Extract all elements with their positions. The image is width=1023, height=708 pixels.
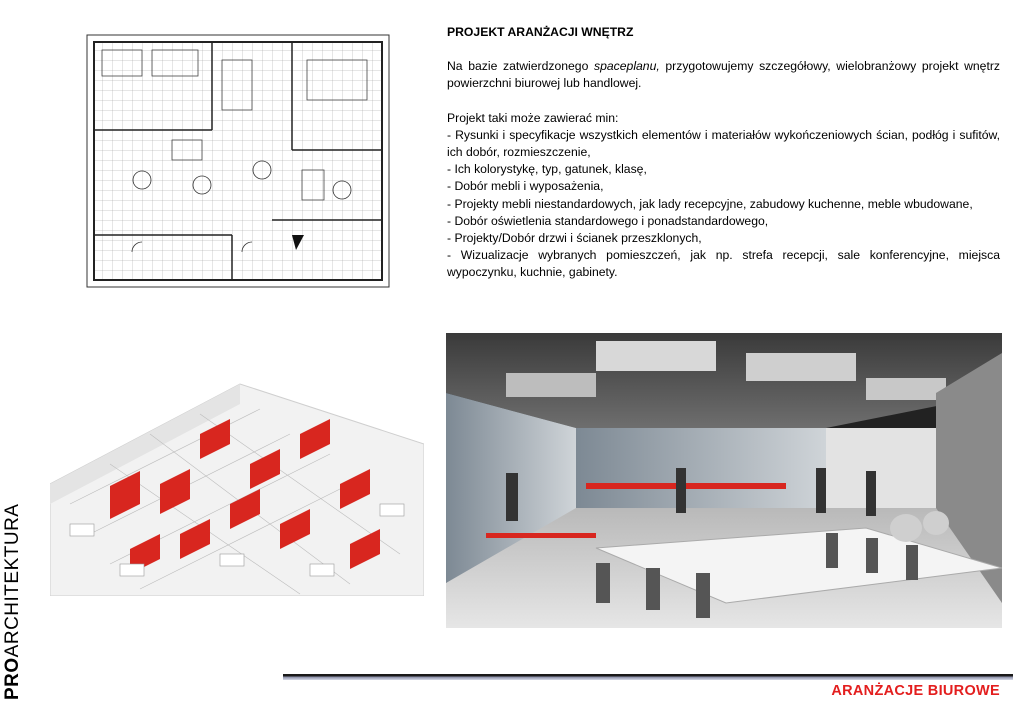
axonometric-office-view bbox=[50, 374, 424, 596]
list-item: - Dobór oświetlenia standardowego i ponadstandardowego, bbox=[447, 213, 769, 228]
floor-plan-drawing bbox=[72, 20, 390, 308]
description-text bbox=[447, 24, 1000, 282]
interior-visualization bbox=[446, 333, 1002, 628]
brand-regular: ARCHITEKTURA bbox=[2, 503, 23, 658]
intro-text-start: Na bazie zatwierdzonego bbox=[447, 59, 595, 74]
brand-logo bbox=[2, 504, 24, 700]
list-item: - Projekty mebli niestandardowych, jak lady recepcyjne, zabudowy kuchenne, meble wbudowane, bbox=[447, 196, 973, 211]
list-item: - Wizualizacje wybranych pomieszczeń, jak np. strefa recepcji, sale konferencyjne, miejsca wypoczynku, kuchnie, gabinety. bbox=[447, 248, 1000, 280]
list-item: - Ich kolorystykę, typ, gatunek, klasę, bbox=[447, 162, 647, 177]
scope-list bbox=[447, 127, 1000, 282]
list-item: - Rysunki i specyfikacje wszystkich elementów i materiałów wykończeniowych ścian, podłóg i sufitów, ich dobór, rozmieszczenie, bbox=[447, 127, 1000, 160]
intro-text-end: przygotowujemy szczegółowy, wielobranżowy projekt wnętrz powierzchni biurowej lub handlowej. bbox=[447, 59, 1000, 91]
list-item: - Dobór mebli i wyposażenia, bbox=[447, 179, 604, 194]
intro-paragraph bbox=[447, 58, 1000, 92]
brand-bold: PRO bbox=[2, 657, 23, 700]
intro-emphasis: spaceplanu, bbox=[594, 59, 660, 74]
section-title: ARANŻACJE BIUROWE bbox=[831, 683, 1000, 699]
page-title: PROJEKT ARANŻACJI WNĘTRZ bbox=[447, 25, 634, 39]
list-item: - Projekty/Dobór drzwi i ścianek przeszklonych, bbox=[447, 231, 702, 246]
footer-divider bbox=[283, 674, 1013, 680]
list-heading: Projekt taki może zawierać min: bbox=[447, 110, 619, 125]
